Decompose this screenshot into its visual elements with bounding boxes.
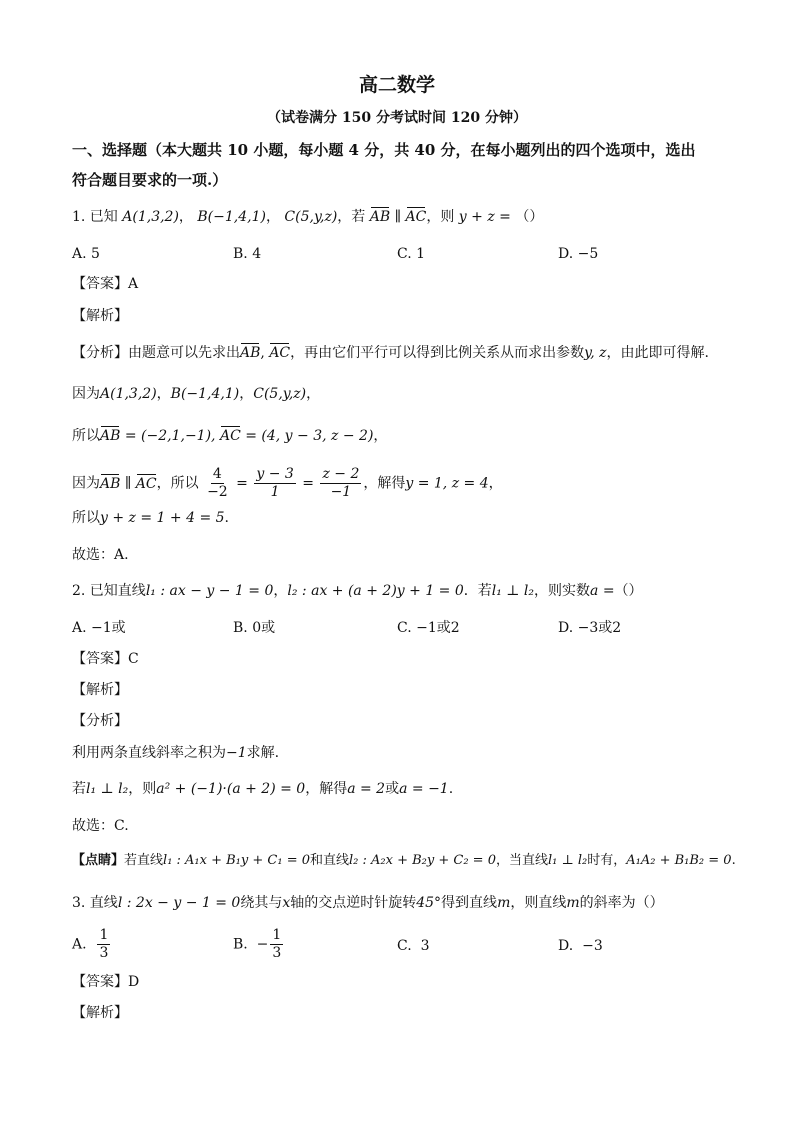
- q1-line3: 所以AB = (−2,1,−1), AC = (4, y − 3, z − 2)，: [72, 428, 388, 444]
- q2-line3: 故选：C.: [72, 818, 129, 834]
- q2-option-d: D. −3或2: [558, 620, 622, 636]
- q3-answer: 【答案】D: [72, 974, 140, 990]
- q1-option-a: A. 5: [72, 246, 100, 262]
- q1-option-c: C. 1: [397, 246, 426, 262]
- q1-option-b: B. 4: [233, 246, 262, 262]
- q1-line5: 所以y + z = 1 + 4 = 5.: [72, 510, 229, 526]
- q1-answer: 【答案】A: [72, 276, 139, 292]
- q3-option-c: C. 3: [397, 938, 430, 954]
- q1-line2: 因为A(1,3,2)，B(−1,4,1)，C(5,y,z)，: [72, 386, 321, 402]
- q3-stem: 3. 直线l : 2x − y − 1 = 0绕其与x轴的交点逆时针旋转45°得到直线m，则直线m的斜率为（）: [72, 895, 664, 911]
- q2-line2: 若l₁ ⊥ l₂，则a² + (−1)·(a + 2) = 0，解得a = 2或a = −1.: [72, 781, 454, 797]
- q1-stem: 1. 已知 A(1,3,2)， B(−1,4,1)， C(5,y,z)，若 AB ∥ AC，则 y + z = （）: [72, 209, 544, 225]
- section-heading-line2: 符合题目要求的一项.）: [72, 171, 228, 189]
- q2-line1: 利用两条直线斜率之积为−1求解.: [72, 745, 280, 761]
- section-heading-line1: 一、选择题（本大题共 10 小题，每小题 4 分，共 40 分，在每小题列出的四个选项中，选出: [72, 141, 696, 159]
- q1-line6: 故选：A.: [72, 547, 129, 563]
- q3-jiexi: 【解析】: [72, 1005, 128, 1021]
- q3-option-d: D. −3: [558, 938, 603, 954]
- q1-analysis: 【分析】由题意可以先求出AB, AC，再由它们平行可以得到比例关系从而求出参数y, z，由此即可得解.: [72, 345, 709, 361]
- q3-option-b: B. − $\frac{1}{3}$: [233, 927, 282, 961]
- page-subtitle: （试卷满分 150 分考试时间 120 分钟）: [267, 110, 527, 126]
- q1-line4: 因为AB ∥ AC，所以 $\frac{4}{-2}$ = $\frac{y - 3}{1}$ = $\frac{z - 2}{-1}$ ，解得y = 1, z = 4，: [72, 466, 503, 500]
- q1-option-d: D. −5: [558, 246, 599, 262]
- vector-ab: AB: [369, 209, 391, 225]
- q2-fenxi: 【分析】: [72, 713, 128, 729]
- q2-answer: 【答案】C: [72, 651, 139, 667]
- q2-tip: 【点睛】若直线l₁ : A₁x + B₁y + C₁ = 0和直线l₂ : A₂x + B₂y + C₂ = 0，当直线l₁ ⊥ l₂时有，A₁A₂ + B₁B₂ = 0.: [72, 853, 736, 868]
- vector-ac: AC: [405, 209, 427, 225]
- page-title: 高二数学: [358, 74, 435, 96]
- q3-option-a: A. $\frac{1}{3}$: [72, 927, 109, 961]
- q2-stem: 2. 已知直线l₁ : ax − y − 1 = 0，l₂ : ax + (a + 2)y + 1 = 0．若l₁ ⊥ l₂，则实数a =（）: [72, 583, 643, 599]
- q2-option-a: A. −1或: [72, 620, 126, 636]
- q2-option-b: B. 0或: [233, 620, 276, 636]
- q1-jiexi: 【解析】: [72, 308, 128, 324]
- q2-option-c: C. −1或2: [397, 620, 460, 636]
- q2-jiexi: 【解析】: [72, 682, 128, 698]
